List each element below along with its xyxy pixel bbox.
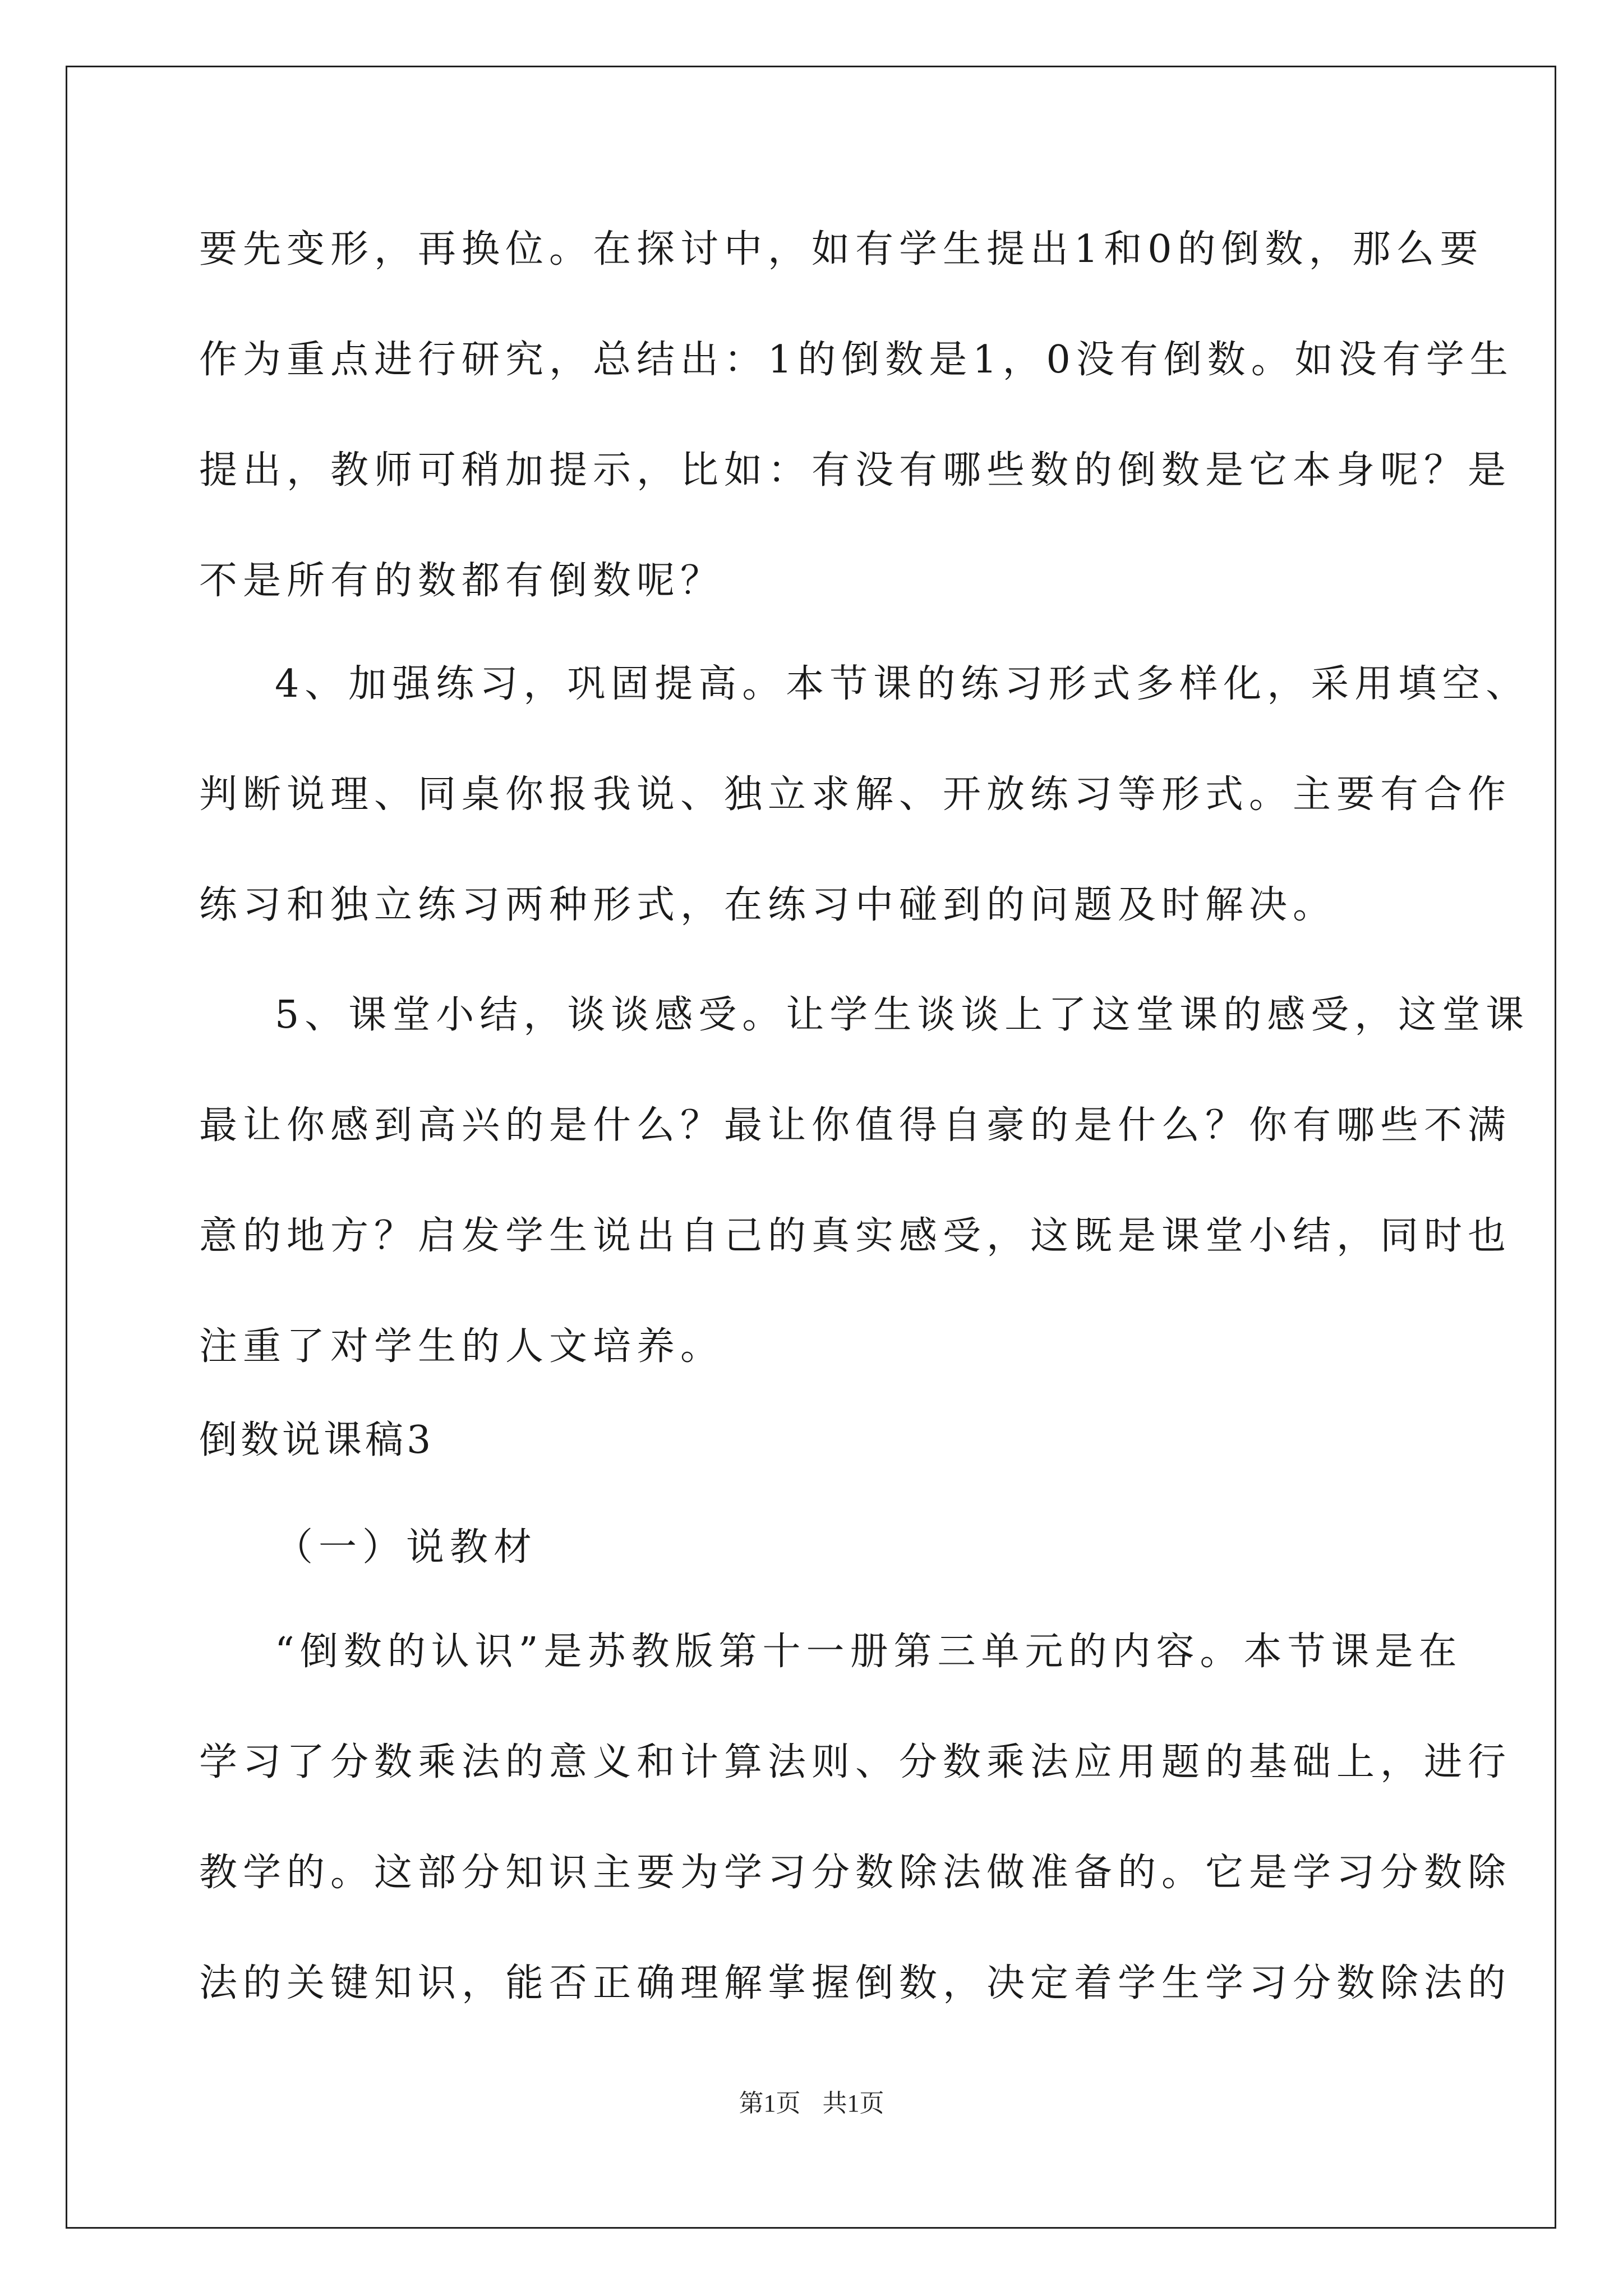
page-footer bbox=[0, 2087, 1623, 2120]
paragraph-5-line-3: 意的地方？启发学生说出自己的真实感受，这既是课堂小结，同时也 bbox=[199, 1214, 1512, 1258]
paragraph-5-line-1: 5、课堂小结，谈谈感受。让学生谈谈上了这堂课的感受，这堂课 bbox=[275, 993, 1530, 1037]
paragraph-4-line-2: 判断说理、同桌你报我说、独立求解、开放练习等形式。主要有合作 bbox=[199, 772, 1512, 817]
body-line-3: 提出，教师可稍加提示，比如：有没有哪些数的倒数是它本身呢？是 bbox=[199, 448, 1512, 493]
paragraph-6-line-4: 法的关键知识，能否正确理解掌握倒数，决定着学生学习分数除法的 bbox=[199, 1961, 1512, 2005]
paragraph-4-line-1: 4、加强练习，巩固提高。本节课的练习形式多样化，采用填空、 bbox=[275, 662, 1530, 706]
paragraph-6-line-2: 学习了分数乘法的意义和计算法则、分数乘法应用题的基础上，进行 bbox=[199, 1740, 1512, 1784]
body-line-2: 作为重点进行研究，总结出：1的倒数是1，0没有倒数。如没有学生 bbox=[199, 338, 1514, 382]
page-total: 共1页 bbox=[822, 2090, 884, 2117]
page-number: 第1页 bbox=[739, 2090, 801, 2117]
paragraph-6-line-3: 教学的。这部分知识主要为学习分数除法做准备的。它是学习分数除 bbox=[199, 1851, 1512, 1895]
body-line-4: 不是所有的数都有倒数呢？ bbox=[199, 559, 725, 603]
section-title: 倒数说课稿3 bbox=[199, 1418, 435, 1462]
paragraph-5-line-4: 注重了对学生的人文培养。 bbox=[199, 1324, 725, 1369]
paragraph-5-line-2: 最让你感到高兴的是什么？最让你值得自豪的是什么？你有哪些不满 bbox=[199, 1103, 1512, 1148]
paragraph-6-line-1: “倒数的认识”是苏教版第十一册第三单元的内容。本节课是在 bbox=[275, 1630, 1463, 1674]
body-line-1: 要先变形，再换位。在探讨中，如有学生提出1和0的倒数，那么要 bbox=[199, 227, 1484, 272]
subheading: （一）说教材 bbox=[275, 1525, 538, 1570]
paragraph-4-line-3: 练习和独立练习两种形式，在练习中碰到的问题及时解决。 bbox=[199, 883, 1337, 927]
